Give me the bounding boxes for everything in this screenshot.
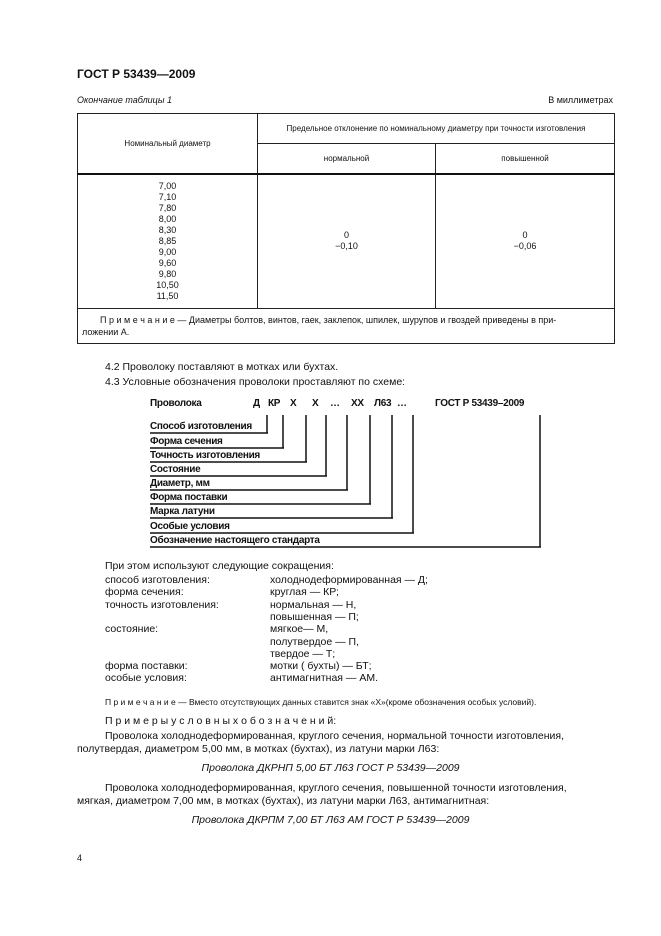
example-2-code: Проволока ДКРПМ 7,00 БТ Л63 АМ ГОСТ Р 53439—2009 (191, 814, 470, 826)
note-text: — Вместо отсутствующих данных ставится знак «Х»(кроме обозначения особых условий). (175, 697, 537, 707)
example-1-code: Проволока ДКРНП 5,00 БТ Л63 ГОСТ Р 53439—2009 (201, 762, 460, 774)
scheme-code: Х (290, 398, 297, 409)
scheme-label: Способ изготовления (150, 421, 252, 432)
abbr-value: мягкое— М, (270, 623, 329, 636)
table-caption: Окончание таблицы 1 (77, 95, 172, 105)
units-label: В миллиметрах (548, 95, 613, 105)
deviation-lower: −0,06 (513, 241, 537, 252)
scheme-label: Точность изготовления (150, 450, 260, 461)
abbr-value: антимагнитная — АМ. (270, 672, 378, 685)
note-label: П р и м е ч а н и е (105, 697, 176, 707)
abbr-value: твердое — Т; (270, 647, 336, 660)
abbr-intro: При этом используют следующие сокращения: (105, 560, 334, 572)
abbr-value: круглая — КР; (270, 586, 339, 599)
example-2-line-2: мягкая, диаметром 7,00 мм, в мотках (бухтах), из латуни марки Л63, антимагнитная: (77, 795, 490, 807)
scheme-label: Форма сечения (150, 436, 223, 447)
scheme-label: Диаметр, мм (150, 478, 210, 489)
document-header: ГОСТ Р 53439—2009 (77, 67, 196, 81)
abbr-term: форма сечения: (105, 586, 184, 599)
diameter-value: 8,00 (158, 213, 177, 224)
diameter-value: 8,85 (158, 235, 177, 246)
abbr-value: холоднодеформированная — Д; (270, 574, 428, 586)
scheme-label: Состояние (150, 464, 201, 475)
note-text-2: ложении А. (82, 327, 130, 337)
abbr-term: точность изготовления: (105, 598, 219, 611)
scheme-code: ХХ (351, 398, 364, 409)
diameter-value: 9,60 (158, 257, 177, 268)
deviation-upper: 0 (343, 230, 349, 241)
diameter-value: 9,00 (158, 246, 177, 257)
scheme-code: … (397, 398, 407, 409)
diameter-value: 7,00 (158, 180, 177, 191)
diameter-value: 11,50 (156, 290, 179, 301)
col-header-deviation: Предельное отклонение по номинальному диаметру при точности изготовления (258, 114, 615, 144)
abbr-term: способ изготовления: (105, 574, 210, 586)
note-label: П р и м е ч а н и е (100, 315, 175, 325)
scheme-code: … (330, 398, 340, 409)
example-1-line-2: полутвердая, диаметром 5,00 мм, в мотках (бухтах), из латуни марки Л63: (77, 743, 440, 755)
subheader-high: повышенной (436, 144, 615, 174)
scheme-label: Марка латуни (150, 506, 215, 517)
note-text: — Диаметры болтов, винтов, гаек, заклепок, шпилек, шурупов и гвоздей приведены в при- (174, 315, 557, 325)
scheme-code: Д (253, 398, 260, 409)
note-2 (105, 697, 536, 707)
abbr-term: состояние: (105, 623, 159, 636)
page-number: 4 (77, 853, 83, 863)
examples-title: П р и м е р ы у с л о в н ы х о б о з н а ч е н и й: (105, 715, 337, 727)
scheme-word: Проволока (150, 398, 202, 409)
deviation-lower: −0,10 (335, 241, 358, 252)
diameter-value: 10,50 (156, 279, 179, 290)
diameter-value: 7,10 (158, 191, 177, 202)
paragraph-4-2: 4.2 Проволоку поставляют в мотках или бухтах. (105, 361, 339, 373)
abbr-value: нормальная — Н, (270, 598, 357, 611)
diameter-value: 9,80 (158, 268, 177, 279)
deviation-upper: 0 (522, 230, 528, 241)
scheme-code: Х (312, 398, 319, 409)
diameter-value: 8,30 (158, 224, 177, 235)
paragraph-4-3: 4.3 Условные обозначения проволоки проставляют по схеме: (105, 376, 406, 388)
abbr-value: полутвердое — П, (270, 635, 359, 648)
example-1-line-1: Проволока холоднодеформированная, круглого сечения, нормальной точности изготовления, (105, 730, 565, 742)
abbr-value: повышенная — П; (270, 610, 359, 623)
scheme-standard: ГОСТ Р 53439–2009 (435, 398, 525, 409)
abbr-value: мотки ( бухты) — БТ; (270, 660, 372, 673)
scheme-code: Л63 (374, 398, 392, 409)
scheme-label: Обозначение настоящего стандарта (150, 535, 320, 546)
diameter-value: 7,80 (158, 202, 177, 213)
example-2-line-1: Проволока холоднодеформированная, круглого сечения, повышенной точности изготовления, (105, 782, 567, 794)
subheader-normal: нормальной (258, 144, 436, 174)
col-header-diameter: Номинальный диаметр (78, 114, 258, 174)
scheme-label: Особые условия (150, 521, 230, 532)
scheme-label: Форма поставки (150, 492, 228, 503)
scheme-code: КР (268, 398, 281, 409)
abbr-term: форма поставки: (105, 660, 188, 673)
abbr-term: особые условия: (105, 672, 187, 685)
